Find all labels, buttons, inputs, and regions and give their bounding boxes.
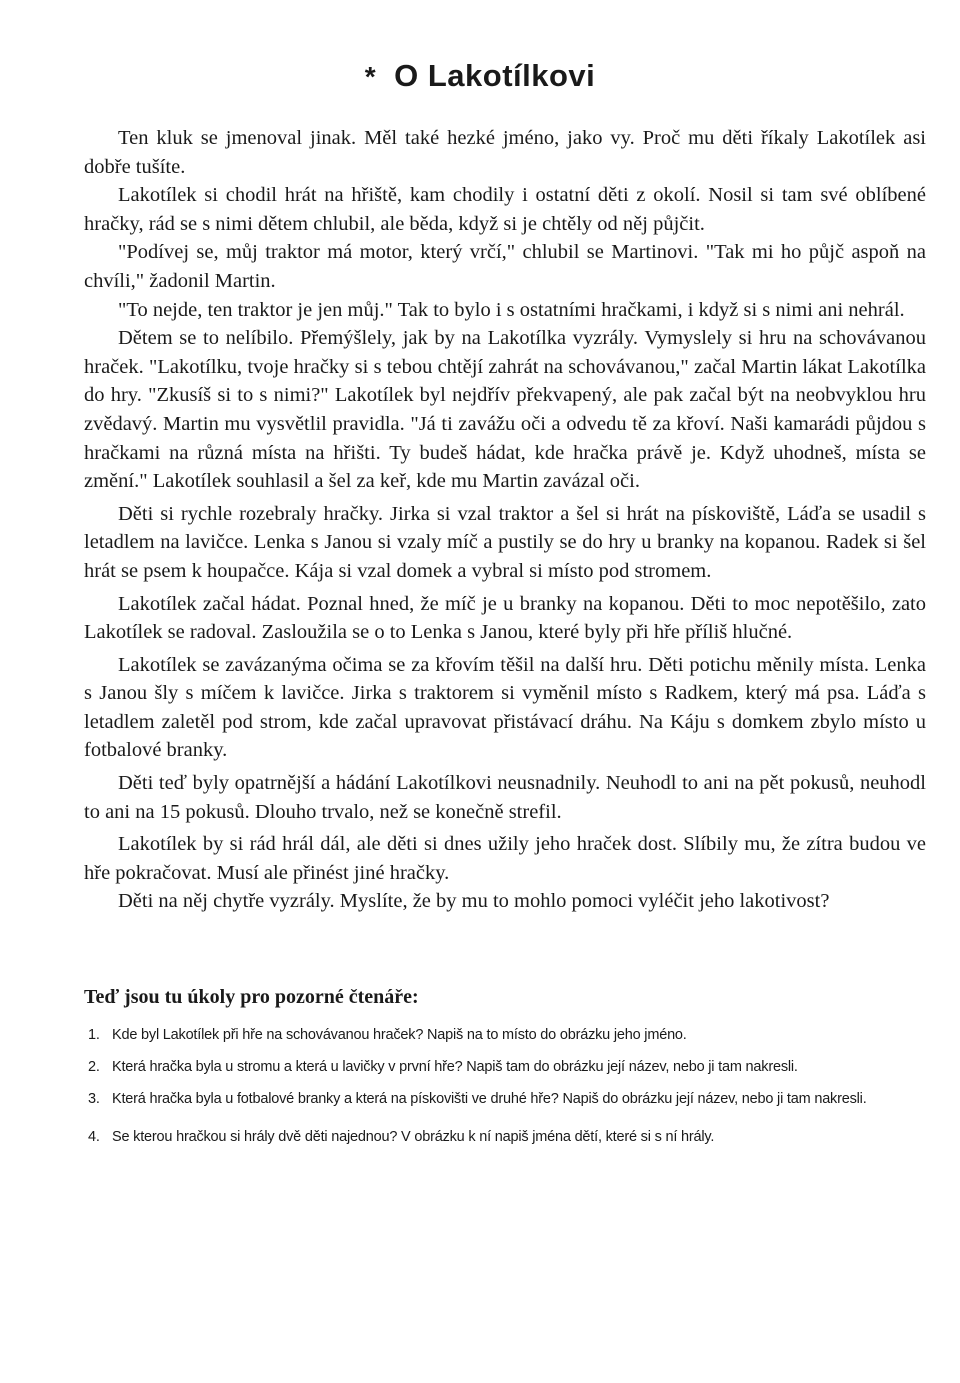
story-paragraph: Lakotílek se zavázanýma očima se za křovím těšil na další hru. Děti potichu měnily místa. Lenka s Janou šly s míčem k lavičce. Jirka s traktorem si vyměnil místo s Radkem, který má psa. Láďa s letadlem zaletěl pod strom, kde začal upravovat přistávací dráhu. Na Káju s domkem zbylo místo u fotbalové branky. <box>84 653 926 762</box>
story-paragraph: Děti teď byly opatrnější a hádání Lakotílkovi neusnadnily. Neuhodl to ani na pět pokusů, neuhodl to ani na 15 pokusů. Dlouho trvalo, než se konečně strefil. <box>84 772 926 823</box>
story-text <box>84 124 926 916</box>
page-title <box>0 58 960 94</box>
story-paragraph: Ten kluk se jmenoval jinak. Měl také hezké jméno, jako vy. Proč mu děti říkaly Lakotílek asi dobře tušíte. <box>84 127 926 178</box>
story-paragraph: Děti na něj chytře vyzrály. Myslíte, že by mu to mohlo pomoci vyléčit jeho lakotivost? <box>118 890 830 913</box>
task-text: Která hračka byla u stromu a která u lavičky v první hře? Napiš tam do obrázku její název, nebo ji tam nakresli. <box>112 1059 798 1075</box>
story-paragraph: "To nejde, ten traktor je jen můj." Tak to bylo i s ostatními hračkami, i když si s nimi ani nehrál. <box>118 298 905 321</box>
story-paragraph: Lakotílek by si rád hrál dál, ale děti si dnes užily jeho hraček dost. Slíbily mu, že zítra budou ve hře pokračovat. Musí ale přinést jiné hračky. <box>84 833 926 884</box>
task-text: Se kterou hračkou si hrály dvě děti najednou? V obrázku k ní napiš jména dětí, které si s ní hrály. <box>112 1129 715 1145</box>
task-number: 2. <box>88 1059 100 1075</box>
title-asterisk: * <box>364 61 377 92</box>
task-text: Která hračka byla u fotbalové branky a která na pískovišti ve druhé hře? Napiš do obrázku její název, nebo ji tam nakresli. <box>112 1091 867 1107</box>
task-item <box>88 1088 918 1110</box>
story-paragraph: Děti si rychle rozebraly hračky. Jirka si vzal traktor a šel si hrát na pískoviště, Láďa se usadil s letadlem na lavičce. Lenka s Janou si vzaly míč a pustily se do hry u branky na kopanou. Radek si šel hrát se psem k houpačce. Kája si vzal domek a vybral si místo pod stromem. <box>84 502 926 582</box>
task-number: 4. <box>88 1129 100 1145</box>
story-paragraph: Lakotílek si chodil hrát na hřiště, kam chodily i ostatní děti z okolí. Nosil si tam své oblíbené hračky, rád se s nimi dětem chlubil, ale běda, když si je chtěly od něj půjčit. <box>84 184 926 235</box>
tasks-list <box>88 1024 918 1158</box>
task-number: 3. <box>88 1091 100 1107</box>
story-paragraph: Lakotílek začal hádat. Poznal hned, že míč je u branky na kopanou. Děti to moc nepotěšilo, zato Lakotílek se radoval. Zasloužila se o to Lenka s Janou, které byly při hře příliš hlučné. <box>84 592 926 644</box>
story-paragraph: Dětem se to nelíbilo. Přemýšlely, jak by na Lakotílka vyzrály. Vymyslely si hru na schovávanou hraček. "Lakotílku, tvoje hračky si s tebou chtějí zahrát na schovávanou," začal Martin lákat Lakotílka do hry. "Zkusíš si to s nimi?" Lakotílek byl nejdřív překvapený, ale pak začal být na neobvyklou hru zvědavý. Martin mu vysvětlil pravidla. "Já ti zavážu oči a odvedu tě za křoví. Naši kamarádi půjdou s hračkami na různá místa na hřišti. Ty budeš hádat, kde hračka právě je. Když uhodneš, místa se změní." Lakotílek souhlasil a šel za keř, kde mu Martin zavázal oči. <box>84 327 926 493</box>
task-number: 1. <box>88 1027 100 1043</box>
task-item <box>88 1126 918 1148</box>
task-text: Kde byl Lakotílek při hře na schovávanou hraček? Napiš na to místo do obrázku jeho jméno. <box>112 1027 687 1043</box>
task-item <box>88 1056 918 1078</box>
task-item <box>88 1024 918 1046</box>
story-paragraph: "Podívej se, můj traktor má motor, který vrčí," chlubil se Martinovi. "Tak mi ho půjč aspoň na chvíli," žadonil Martin. <box>84 241 926 292</box>
title-text: O Lakotílkovi <box>394 58 596 93</box>
tasks-heading: Teď jsou tu úkoly pro pozorné čtenáře: <box>84 986 419 1008</box>
